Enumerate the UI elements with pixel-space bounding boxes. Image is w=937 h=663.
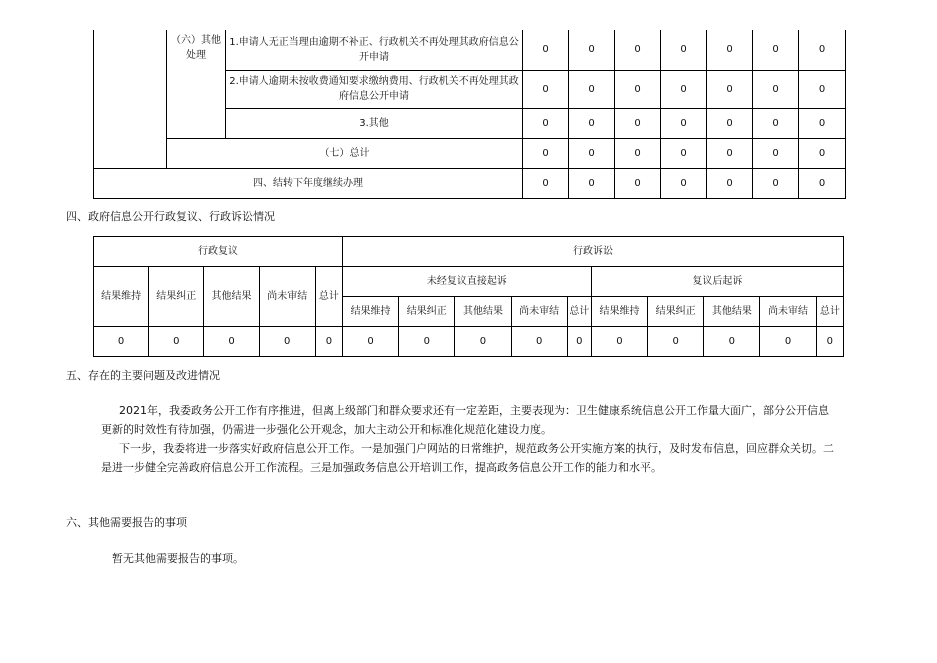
row-label: 2.申请人逾期未按收费通知要求缴纳费用、行政机关不再处理其政府信息公开申请 [226, 70, 523, 108]
cell: 0 [455, 327, 511, 357]
cell: 0 [523, 70, 569, 108]
cell: 0 [799, 168, 846, 198]
cell: 0 [661, 168, 707, 198]
cell: 0 [753, 70, 799, 108]
cell: 0 [591, 327, 647, 357]
cell: 0 [799, 138, 846, 168]
cell: 0 [707, 30, 753, 70]
col-header: 总计 [567, 297, 591, 327]
cell: 0 [760, 327, 816, 357]
cell: 0 [648, 327, 704, 357]
applications-table [93, 30, 846, 199]
cell: 0 [569, 108, 615, 138]
cell: 0 [753, 138, 799, 168]
cell: 0 [661, 30, 707, 70]
direct-suit-header: 未经复议直接起诉 [342, 267, 591, 297]
col-header: 尚未审结 [511, 297, 567, 327]
problems-paragraph [101, 401, 836, 439]
col-header: 其他结果 [204, 267, 259, 327]
col-header: 其他结果 [704, 297, 760, 327]
review-header: 行政复议 [94, 237, 343, 267]
cell: 0 [315, 327, 342, 357]
other-matters-text: 暂无其他需要报告的事项。 [112, 552, 244, 565]
cell: 0 [149, 327, 204, 357]
cell: 0 [204, 327, 259, 357]
other-handling-label: （六）其他处理 [167, 30, 226, 138]
review-litigation-table [93, 236, 844, 357]
col-header: 总计 [315, 267, 342, 327]
cell: 0 [753, 168, 799, 198]
after-review-header: 复议后起诉 [591, 267, 843, 297]
section-5-title: 五、存在的主要问题及改进情况 [66, 369, 220, 382]
cell: 0 [399, 327, 455, 357]
cell: 0 [816, 327, 843, 357]
cell: 0 [615, 108, 661, 138]
cell: 0 [615, 138, 661, 168]
cell: 0 [753, 30, 799, 70]
col-header: 结果维持 [94, 267, 149, 327]
cell: 0 [707, 168, 753, 198]
cell: 0 [661, 70, 707, 108]
cell: 0 [511, 327, 567, 357]
cell: 0 [615, 30, 661, 70]
col-header: 总计 [816, 297, 843, 327]
merged-left-cell [94, 30, 167, 168]
section-6-title: 六、其他需要报告的事项 [66, 516, 187, 529]
cell: 0 [569, 70, 615, 108]
section-4-title: 四、政府信息公开行政复议、行政诉讼情况 [66, 210, 275, 223]
cell: 0 [342, 327, 398, 357]
cell: 0 [615, 168, 661, 198]
cell: 0 [704, 327, 760, 357]
cell: 0 [523, 108, 569, 138]
cell: 0 [707, 138, 753, 168]
problems-text: 2021年，我委政务公开工作有序推进，但离上级部门和群众要求还有一定差距，主要表现为：卫生健康系统信息公开工作量大面广，部分公开信息更新的时效性有待加强，仍需进一步强化公开观念，加大主动公开和标准化规范化建设力度。 [101, 404, 829, 436]
cell: 0 [799, 30, 846, 70]
row-label: 1.申请人无正当理由逾期不补正、行政机关不再处理其政府信息公开申请 [226, 30, 523, 70]
litigation-header: 行政诉讼 [342, 237, 843, 267]
cell: 0 [259, 327, 315, 357]
cell: 0 [523, 168, 569, 198]
col-header: 尚未审结 [760, 297, 816, 327]
col-header: 结果纠正 [149, 267, 204, 327]
col-header: 结果纠正 [648, 297, 704, 327]
cell: 0 [661, 108, 707, 138]
total-label: （七）总计 [167, 138, 523, 168]
col-header: 结果维持 [342, 297, 398, 327]
cell: 0 [707, 108, 753, 138]
next-steps-text: 下一步，我委将进一步落实好政府信息公开工作。一是加强门户网站的日常维护，规范政务公开实施方案的执行，及时发布信息，回应群众关切。二是进一步健全完善政府信息公开工作流程。三是加强政务信息公开培训工作，提高政务信息公开工作的能力和水平。 [101, 442, 834, 474]
carry-over-label: 四、结转下年度继续办理 [94, 168, 523, 198]
cell: 0 [799, 70, 846, 108]
cell: 0 [523, 138, 569, 168]
cell: 0 [753, 108, 799, 138]
col-header: 结果纠正 [399, 297, 455, 327]
col-header: 结果维持 [591, 297, 647, 327]
cell: 0 [569, 138, 615, 168]
cell: 0 [569, 168, 615, 198]
col-header: 其他结果 [455, 297, 511, 327]
cell: 0 [661, 138, 707, 168]
cell: 0 [567, 327, 591, 357]
cell: 0 [569, 30, 615, 70]
cell: 0 [615, 70, 661, 108]
cell: 0 [707, 70, 753, 108]
cell: 0 [94, 327, 149, 357]
col-header: 尚未审结 [259, 267, 315, 327]
cell: 0 [799, 108, 846, 138]
row-label: 3.其他 [226, 108, 523, 138]
next-steps-paragraph [101, 439, 836, 477]
cell: 0 [523, 30, 569, 70]
